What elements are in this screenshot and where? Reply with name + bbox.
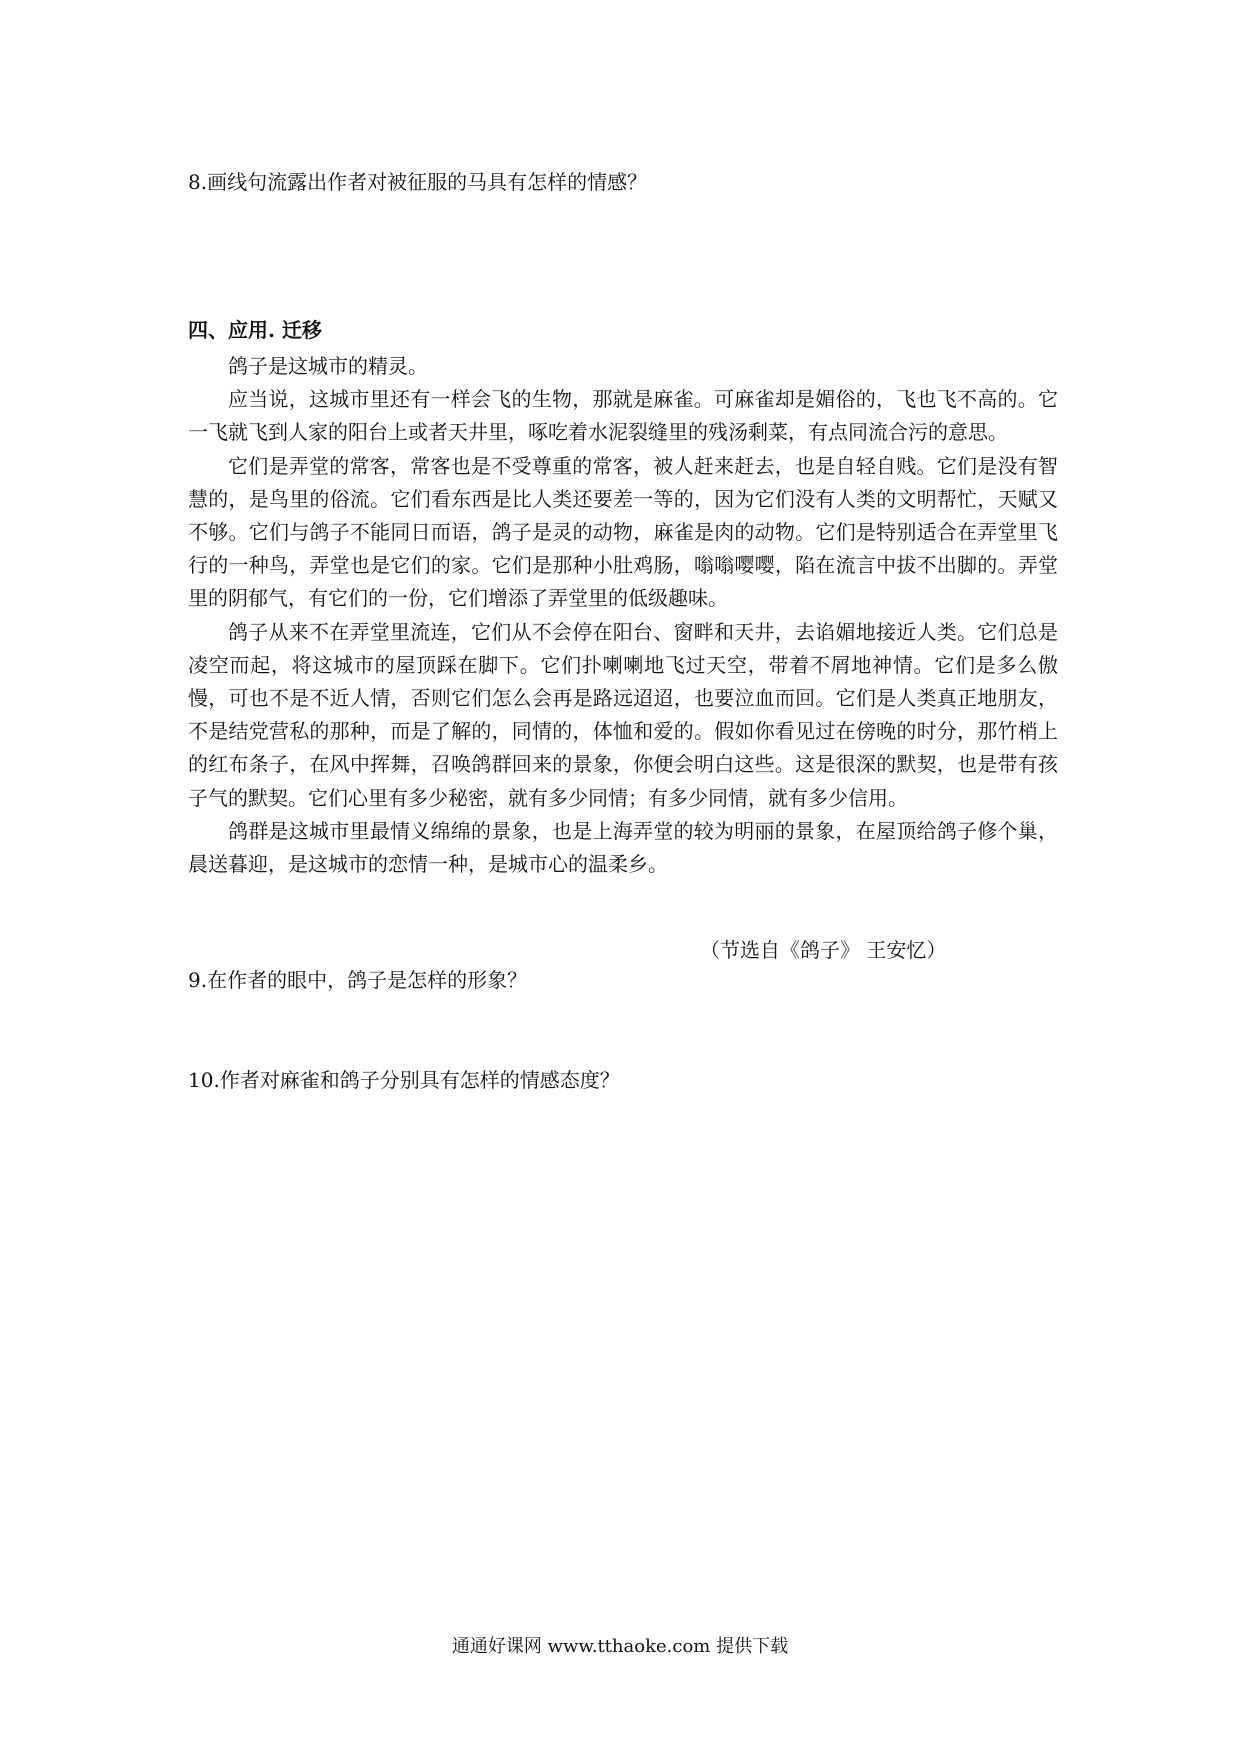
passage-source: （节选自《鸽子》 王安忆） (700, 938, 947, 962)
section-heading: 四、应用. 迁移 (188, 318, 322, 342)
question-9: 9.在作者的眼中，鸽子是怎样的形象？ (188, 968, 528, 992)
passage-paragraph-2: 应当说，这城市里还有一样会飞的生物，那就是麻雀。可麻雀却是媚俗的，飞也飞不高的。它一飞就飞到人家的阳台上或者天井里，啄吃着水泥裂缝里的残汤剩菜，有点同流合污的意思。 (188, 387, 1058, 445)
question-8: 8.画线句流露出作者对被征服的马具有怎样的情感？ (188, 170, 648, 194)
passage-paragraph-3: 它们是弄堂的常客，常客也是不受尊重的常客，被人赶来赶去，也是自轻自贱。它们是没有智慧的，是鸟里的俗流。它们看东西是比人类还要差一等的，因为它们没有人类的文明帮忙，天赋又不够。它们与鸽子不能同日而语，鸽子是灵的动物，麻雀是肉的动物。它们是特别适合在弄堂里飞行的一种鸟，弄堂也是它们的家。它们是那种小肚鸡肠，嗡嗡嘤嘤，陷在流言中拔不出脚的。弄堂里的阴郁气，有它们的一份，它们增添了弄堂里的低级趣味。 (188, 453, 1058, 611)
reading-passage (188, 350, 1058, 881)
question-10: 10.作者对麻雀和鸽子分别具有怎样的情感态度？ (188, 1068, 620, 1092)
passage-paragraph-5: 鸽群是这城市里最情义绵绵的景象，也是上海弄堂的较为明丽的景象，在屋顶给鸽子修个巢，晨送暮迎，是这城市的恋情一种，是城市心的温柔乡。 (188, 818, 1058, 877)
passage-paragraph-1: 鸽子是这城市的精灵。 (228, 354, 428, 378)
page-footer: 通通好课网 www.tthaoke.com 提供下载 (451, 1636, 789, 1657)
passage-paragraph-4: 鸽子从来不在弄堂里流连，它们从不会停在阳台、窗畔和天井，去谄媚地接近人类。它们总是凌空而起，将这城市的屋顶踩在脚下。它们扑喇喇地飞过天空，带着不屑地神情。它们是多么傲慢，可也不是不近人情，否则它们怎么会再是路远迢迢，也要泣血而回。它们是人类真正地朋友，不是结党营私的那种，而是了解的，同情的，体恤和爱的。假如你看见过在傍晚的时分，那竹梢上的红布条子，在风中挥舞，召唤鸽群回来的景象，你便会明白这些。这是很深的默契，也是带有孩子气的默契。它们心里有多少秘密，就有多少同情；有多少同情，就有多少信用。 (188, 619, 1058, 810)
